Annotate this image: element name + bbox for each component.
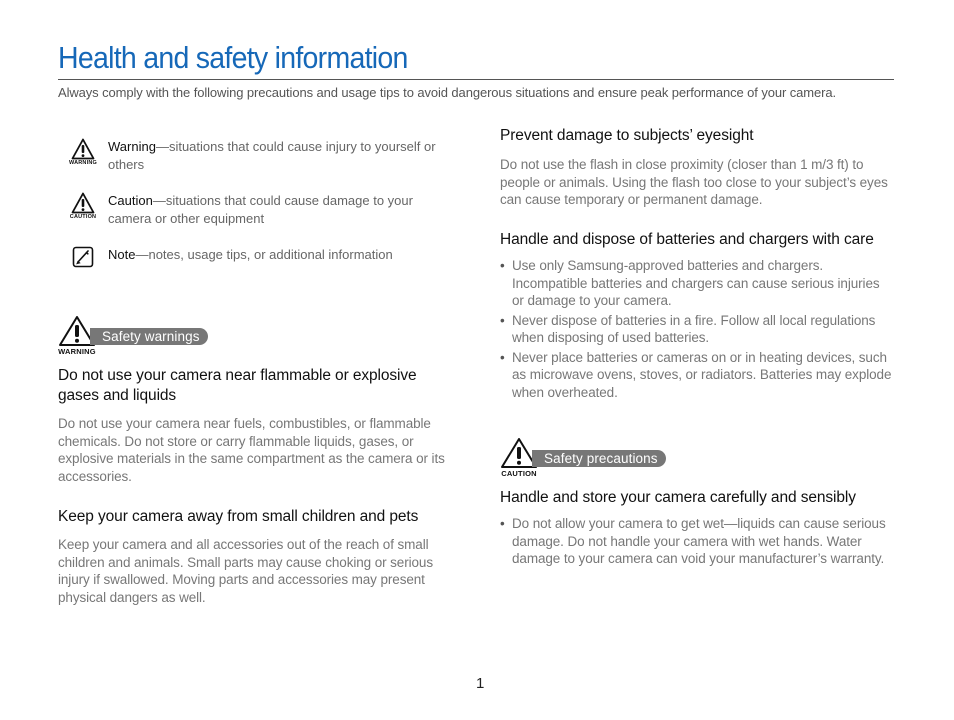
caution-icon: [66, 192, 100, 220]
safety-warnings-label: Safety warnings: [90, 328, 208, 345]
legend-caution: [66, 192, 438, 228]
legend-warning-term: Warning: [108, 139, 156, 154]
safety-warnings-icon-caption: WARNING: [58, 347, 96, 356]
legend-note: [66, 246, 438, 268]
safety-precautions-badge: [500, 437, 666, 478]
note-icon: [66, 246, 100, 268]
list-item: • Never dispose of batteries in a fire. Follow all local regulations when disposing of used batteries.: [500, 312, 894, 347]
section-body: Do not use the flash in close proximity (closer than 1 m/3 ft) to people or animals. Using the flash too close to your subject’s eyes can cause temporary or permanent damage.: [500, 157, 888, 207]
section-heading: Do not use your camera near flammable or explosive gases and liquids: [58, 367, 417, 404]
caution-icon-caption: CAUTION: [69, 214, 97, 220]
section-heading: Prevent damage to subjects’ eyesight: [500, 127, 754, 144]
battery-bullet-list: [500, 257, 894, 403]
safety-precautions-label: Safety precautions: [532, 450, 666, 467]
safety-precautions-icon-caption: CAUTION: [501, 469, 537, 478]
legend-caution-term: Caution: [108, 193, 153, 208]
legend-caution-description: —situations that could cause damage to your camera or other equipment: [108, 193, 413, 226]
legend-note-term: Note: [108, 247, 136, 262]
section-body: Keep your camera and all accessories out of the reach of small children and animals. Small parts may cause choking or serious injury if swallowed. Moving parts and accessories may present physical dangers as well.: [58, 537, 433, 605]
title-divider: [58, 79, 894, 80]
legend-caution-text: [108, 192, 438, 228]
section-body: Do not use your camera near fuels, combustibles, or flammable chemicals. Do not store or carry flammable liquids, gases, or explosive materials in the same compartment as the camera or its accessories.: [58, 416, 445, 484]
safety-warnings-badge: [58, 315, 208, 356]
precaution-bullet-list: [500, 515, 896, 570]
warning-icon: [66, 138, 100, 166]
intro-text: Always comply with the following precautions and usage tips to avoid dangerous situations and ensure peak performance of your camera.: [58, 85, 836, 100]
page-title: Health and safety information: [58, 40, 408, 75]
legend-warning-description: —situations that could cause injury to yourself or others: [108, 139, 436, 172]
legend-warning-text: [108, 138, 438, 174]
section-heading: Keep your camera away from small children and pets: [58, 508, 419, 525]
page-number: 1: [476, 675, 485, 692]
list-item: • Do not allow your camera to get wet—liquids can cause serious damage. Do not handle your camera with wet hands. Water damage to your camera can void your manufacturer’s warranty.: [500, 515, 896, 568]
section-heading: Handle and dispose of batteries and chargers with care: [500, 231, 874, 248]
section-heading: Handle and store your camera carefully and sensibly: [500, 489, 856, 506]
legend-note-description: —notes, usage tips, or additional information: [135, 247, 393, 262]
list-item: • Never place batteries or cameras on or in heating devices, such as microwave ovens, stoves, or radiators. Batteries may explode when overheated.: [500, 349, 894, 402]
legend-note-text: [108, 246, 438, 264]
list-item: • Use only Samsung-approved batteries and chargers. Incompatible batteries and chargers can cause serious injuries or damage to your camera.: [500, 257, 894, 310]
legend-warning: [66, 138, 438, 174]
warning-icon-caption: WARNING: [69, 160, 97, 166]
